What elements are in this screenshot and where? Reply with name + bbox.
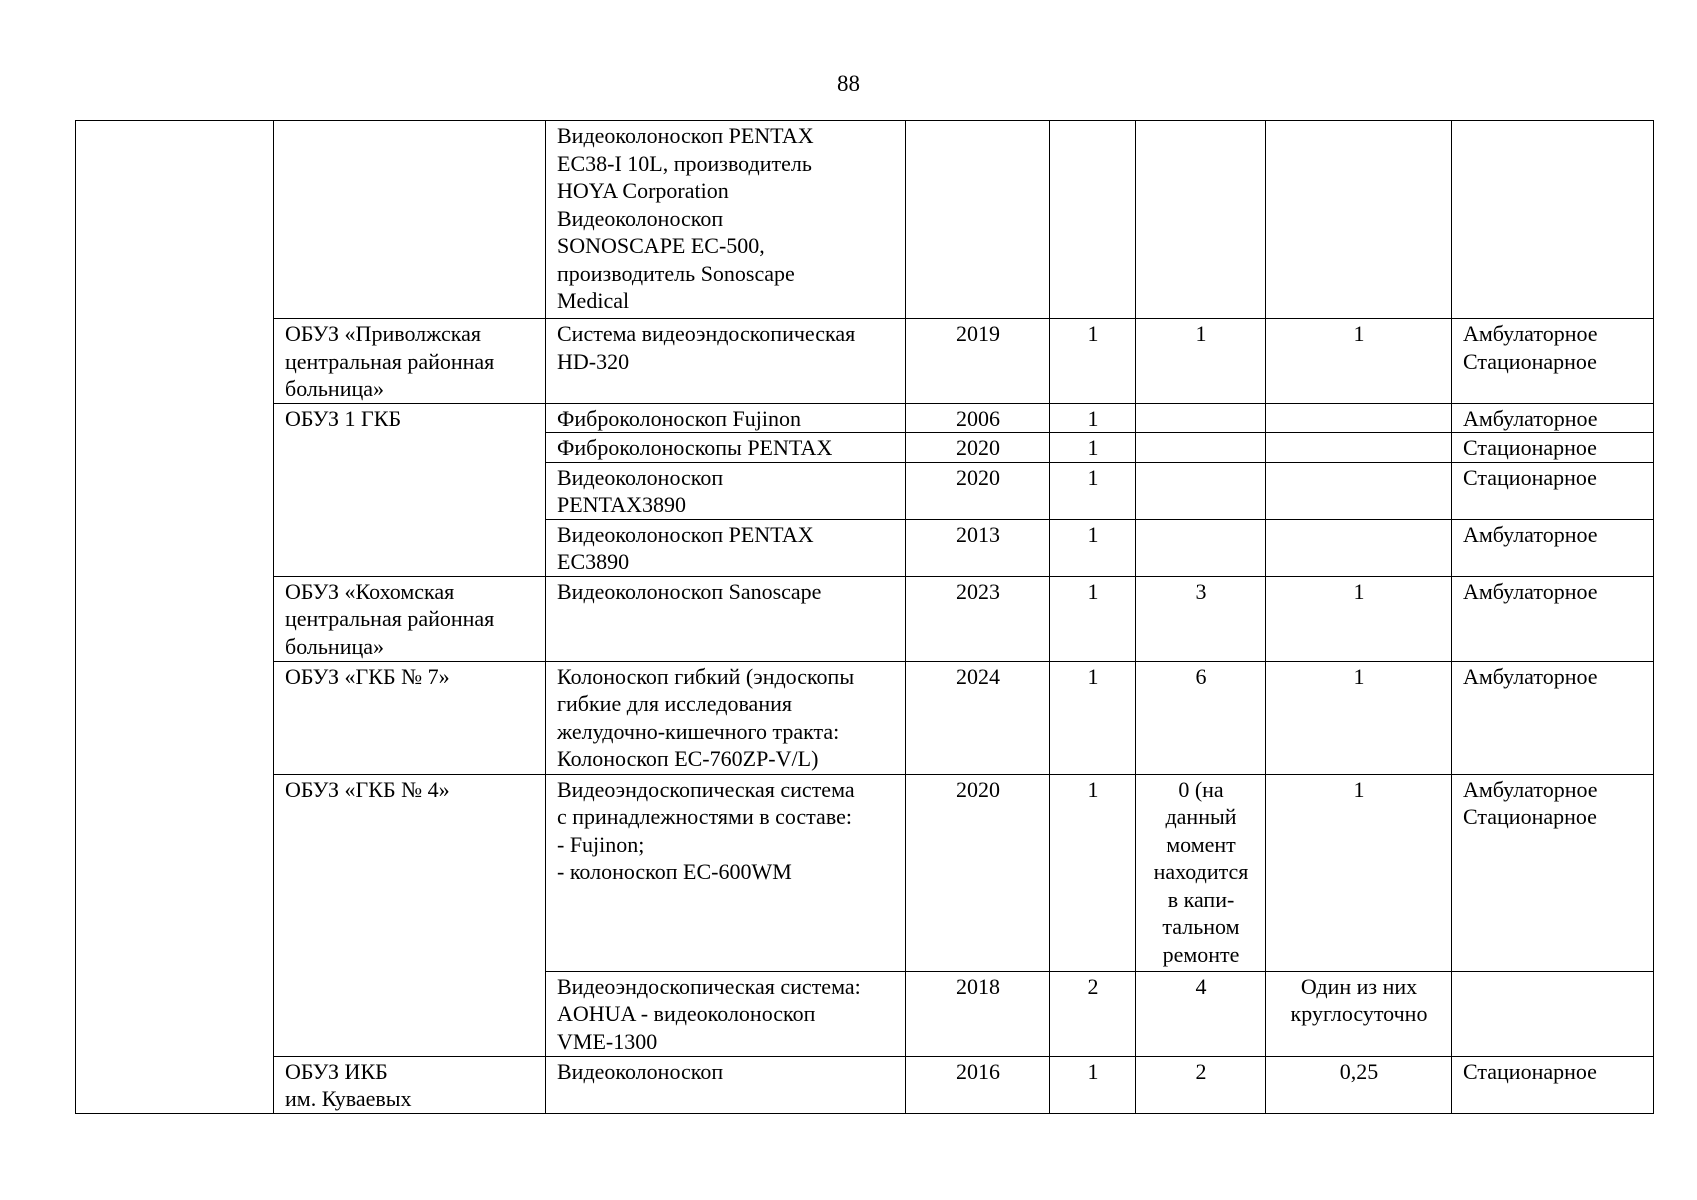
work-cell: 1	[1266, 774, 1452, 971]
year-cell: 2013	[906, 519, 1050, 576]
equipment-cell: Фиброколоноскоп Fujinon	[546, 403, 906, 433]
work-cell	[1266, 433, 1452, 463]
table-row	[76, 121, 1654, 319]
count-cell: 1	[1050, 462, 1136, 519]
year-cell: 2020	[906, 462, 1050, 519]
mode-cell: Стационарное	[1452, 462, 1654, 519]
count-cell: 1	[1050, 519, 1136, 576]
count-cell: 1	[1050, 576, 1136, 661]
work-cell	[1266, 403, 1452, 433]
count-cell: 1	[1050, 774, 1136, 971]
shifts-cell: 6	[1136, 661, 1266, 774]
year-cell: 2020	[906, 433, 1050, 463]
work-cell: 1	[1266, 576, 1452, 661]
work-cell: 1	[1266, 661, 1452, 774]
work-cell: 1	[1266, 319, 1452, 404]
mode-cell: Стационарное	[1452, 1056, 1654, 1113]
table-row	[76, 319, 1654, 404]
mode-cell: Амбулаторное	[1452, 576, 1654, 661]
equipment-cell: Видеоколоноскоп	[546, 1056, 906, 1113]
shifts-cell	[1136, 403, 1266, 433]
shifts-cell: 4	[1136, 971, 1266, 1056]
shifts-cell: 1	[1136, 319, 1266, 404]
equipment-cell: Система видеоэндоскопическая HD-320	[546, 319, 906, 404]
year-cell: 2020	[906, 774, 1050, 971]
table-row	[76, 403, 1654, 433]
equipment-cell: Видеоколоноскоп Sanoscape	[546, 576, 906, 661]
region-cell	[76, 121, 274, 1114]
facility-cell	[274, 121, 546, 319]
year-cell	[906, 121, 1050, 319]
equipment-cell: Фиброколоноскопы PENTAX	[546, 433, 906, 463]
mode-cell	[1452, 971, 1654, 1056]
work-cell	[1266, 462, 1452, 519]
year-cell: 2024	[906, 661, 1050, 774]
mode-cell: Стационарное	[1452, 433, 1654, 463]
work-cell: 0,25	[1266, 1056, 1452, 1113]
count-cell: 1	[1050, 1056, 1136, 1113]
facility-cell: ОБУЗ «Приволжская центральная районная больница»	[274, 319, 546, 404]
shifts-cell: 3	[1136, 576, 1266, 661]
equipment-cell: Колоноскоп гибкий (эндоскопы гибкие для исследования желудочно-кишечного тракта: Колоноскоп EC-760ZP-V/L)	[546, 661, 906, 774]
shifts-cell: 2	[1136, 1056, 1266, 1113]
count-cell: 1	[1050, 433, 1136, 463]
equipment-table	[75, 120, 1654, 1114]
mode-cell: Амбулаторное	[1452, 661, 1654, 774]
equipment-cell: Видеоэндоскопическая система: AOHUA - видеоколоноскоп VME-1300	[546, 971, 906, 1056]
mode-cell: Амбулаторное	[1452, 403, 1654, 433]
work-cell	[1266, 519, 1452, 576]
equipment-cell: Видеоэндоскопическая система с принадлежностями в составе: - Fujinon; - колоноскоп EC-600WM	[546, 774, 906, 971]
count-cell: 1	[1050, 403, 1136, 433]
facility-cell: ОБУЗ 1 ГКБ	[274, 403, 546, 576]
table-row	[76, 774, 1654, 971]
count-cell: 2	[1050, 971, 1136, 1056]
facility-cell: ОБУЗ «ГКБ № 4»	[274, 774, 546, 1056]
mode-cell: Амбулаторное	[1452, 519, 1654, 576]
facility-cell: ОБУЗ «ГКБ № 7»	[274, 661, 546, 774]
count-cell: 1	[1050, 319, 1136, 404]
equipment-cell: Видеоколоноскоп PENTAX EC38-I 10L, производитель HOYA Corporation Видеоколоноскоп SONOSCAPE EC-500, производитель Sonoscape Medical	[546, 121, 906, 319]
year-cell: 2016	[906, 1056, 1050, 1113]
work-cell: Один из них круглосуточно	[1266, 971, 1452, 1056]
mode-cell	[1452, 121, 1654, 319]
mode-cell: Амбулаторное Стационарное	[1452, 319, 1654, 404]
year-cell: 2023	[906, 576, 1050, 661]
table-row	[76, 1056, 1654, 1113]
count-cell: 1	[1050, 661, 1136, 774]
table-row	[76, 661, 1654, 774]
work-cell	[1266, 121, 1452, 319]
year-cell: 2006	[906, 403, 1050, 433]
count-cell	[1050, 121, 1136, 319]
shifts-cell	[1136, 519, 1266, 576]
year-cell: 2019	[906, 319, 1050, 404]
shifts-cell: 0 (на данный момент находится в капи- тальном ремонте	[1136, 774, 1266, 971]
year-cell: 2018	[906, 971, 1050, 1056]
shifts-cell	[1136, 433, 1266, 463]
table-row	[76, 576, 1654, 661]
mode-cell: Амбулаторное Стационарное	[1452, 774, 1654, 971]
shifts-cell	[1136, 121, 1266, 319]
facility-cell: ОБУЗ ИКБ им. Куваевых	[274, 1056, 546, 1113]
page-number: 88	[837, 71, 860, 96]
equipment-cell: Видеоколоноскоп PENTAX3890	[546, 462, 906, 519]
shifts-cell	[1136, 462, 1266, 519]
facility-cell: ОБУЗ «Кохомская центральная районная больница»	[274, 576, 546, 661]
equipment-cell: Видеоколоноскоп PENTAX EC3890	[546, 519, 906, 576]
